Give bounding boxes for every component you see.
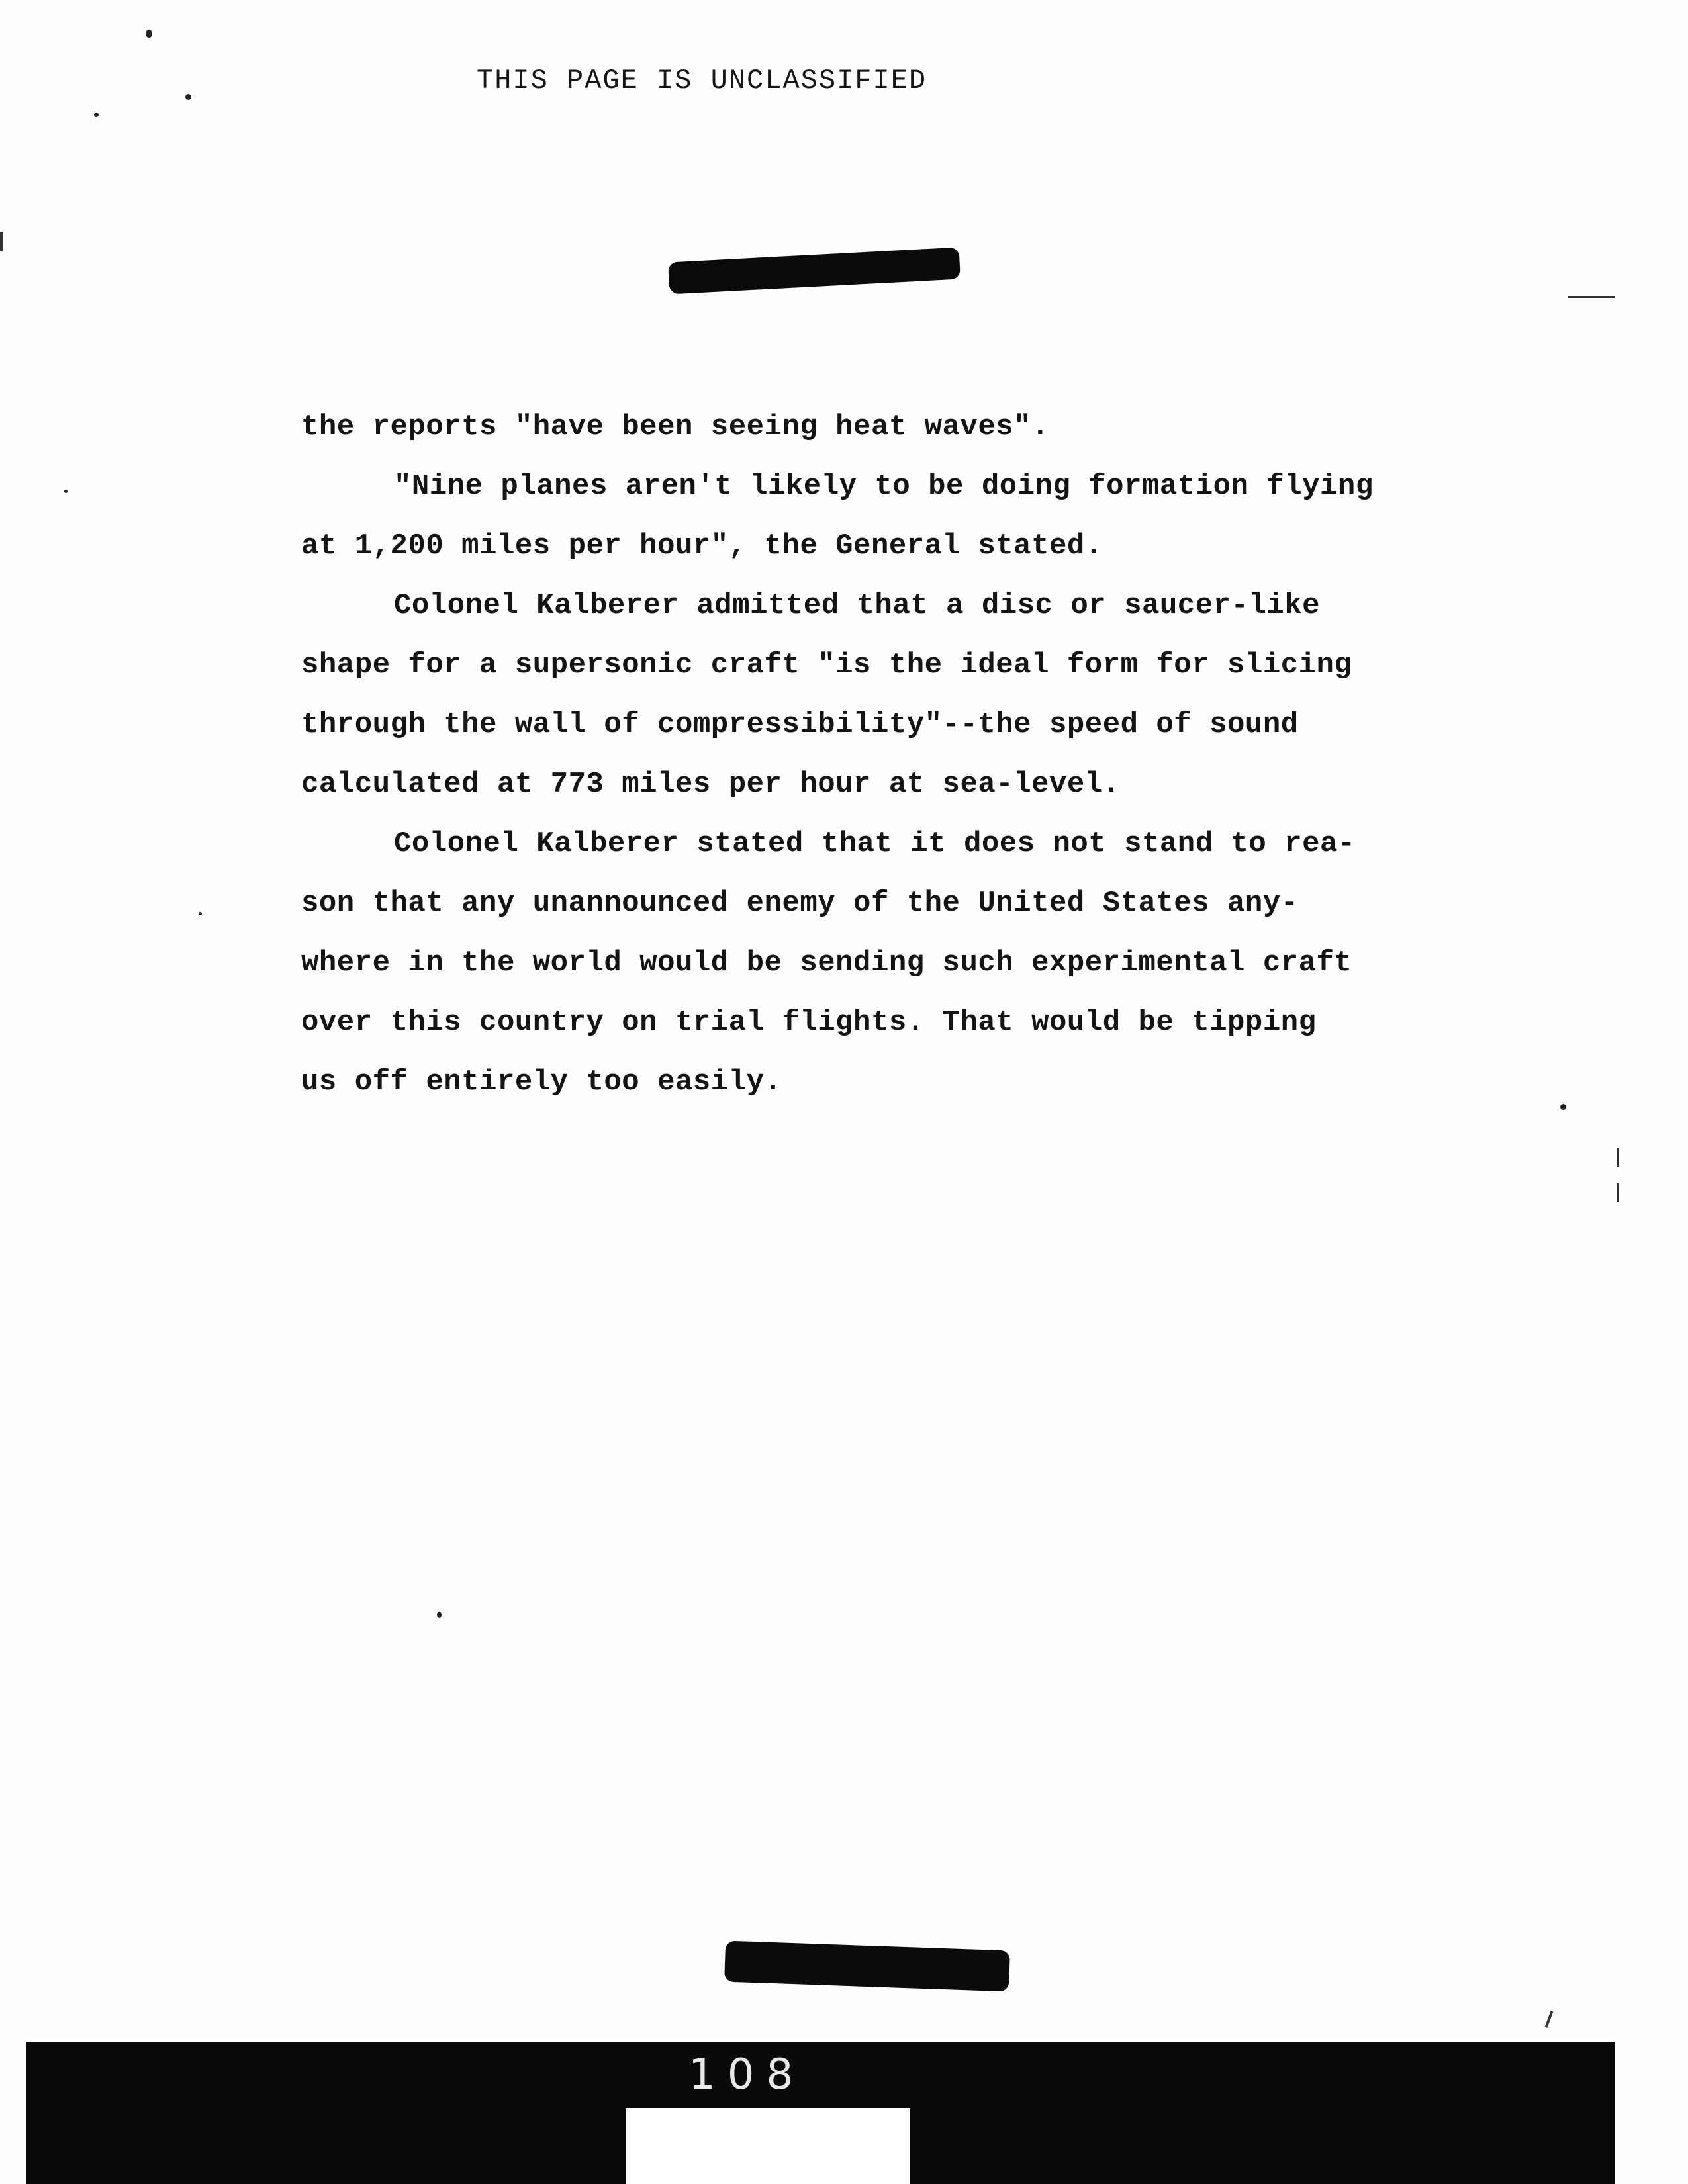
scan-speck (185, 94, 191, 100)
scan-speck (1560, 1104, 1566, 1110)
scan-edge-mark (1617, 1148, 1619, 1167)
scan-speck (146, 30, 152, 38)
scan-speck (64, 490, 68, 493)
text-line: "Nine planes aren't likely to be doing formation flying (394, 470, 1374, 503)
classification-header: THIS PAGE IS UNCLASSIFIED (477, 65, 927, 97)
text-line: at 1,200 miles per hour", the General stated. (301, 529, 1103, 563)
text-line: through the wall of compressibility"--the speed of sound (301, 708, 1299, 741)
text-line: shape for a supersonic craft "is the ideal form for slicing (301, 649, 1352, 682)
text-line: Colonel Kalberer stated that it does not stand to rea- (394, 827, 1356, 860)
text-line: the reports "have been seeing heat waves". (301, 410, 1049, 443)
page-number: 108 (688, 2050, 806, 2099)
text-line: son that any unannounced enemy of the United States any- (301, 887, 1299, 920)
text-line: calculated at 773 miles per hour at sea-level. (301, 768, 1121, 801)
scan-speck (94, 113, 99, 117)
scan-edge-mark (1617, 1183, 1619, 1202)
body-text (301, 397, 1440, 1112)
text-line: Colonel Kalberer admitted that a disc or saucer-like (394, 589, 1321, 622)
redaction-bar-bottom (724, 1941, 1010, 1992)
scan-edge-mark (0, 232, 3, 251)
text-line: where in the world would be sending such experimental craft (301, 946, 1352, 979)
scan-edge-mark (1568, 296, 1615, 298)
text-line: us off entirely too easily. (301, 1066, 782, 1099)
scan-speck (437, 1612, 442, 1618)
redaction-bar-top (668, 248, 961, 295)
scan-footer-notch (626, 2108, 910, 2184)
text-line: over this country on trial flights. That would be tipping (301, 1006, 1317, 1039)
scan-edge-mark (1545, 2011, 1554, 2028)
scan-speck (199, 912, 202, 915)
